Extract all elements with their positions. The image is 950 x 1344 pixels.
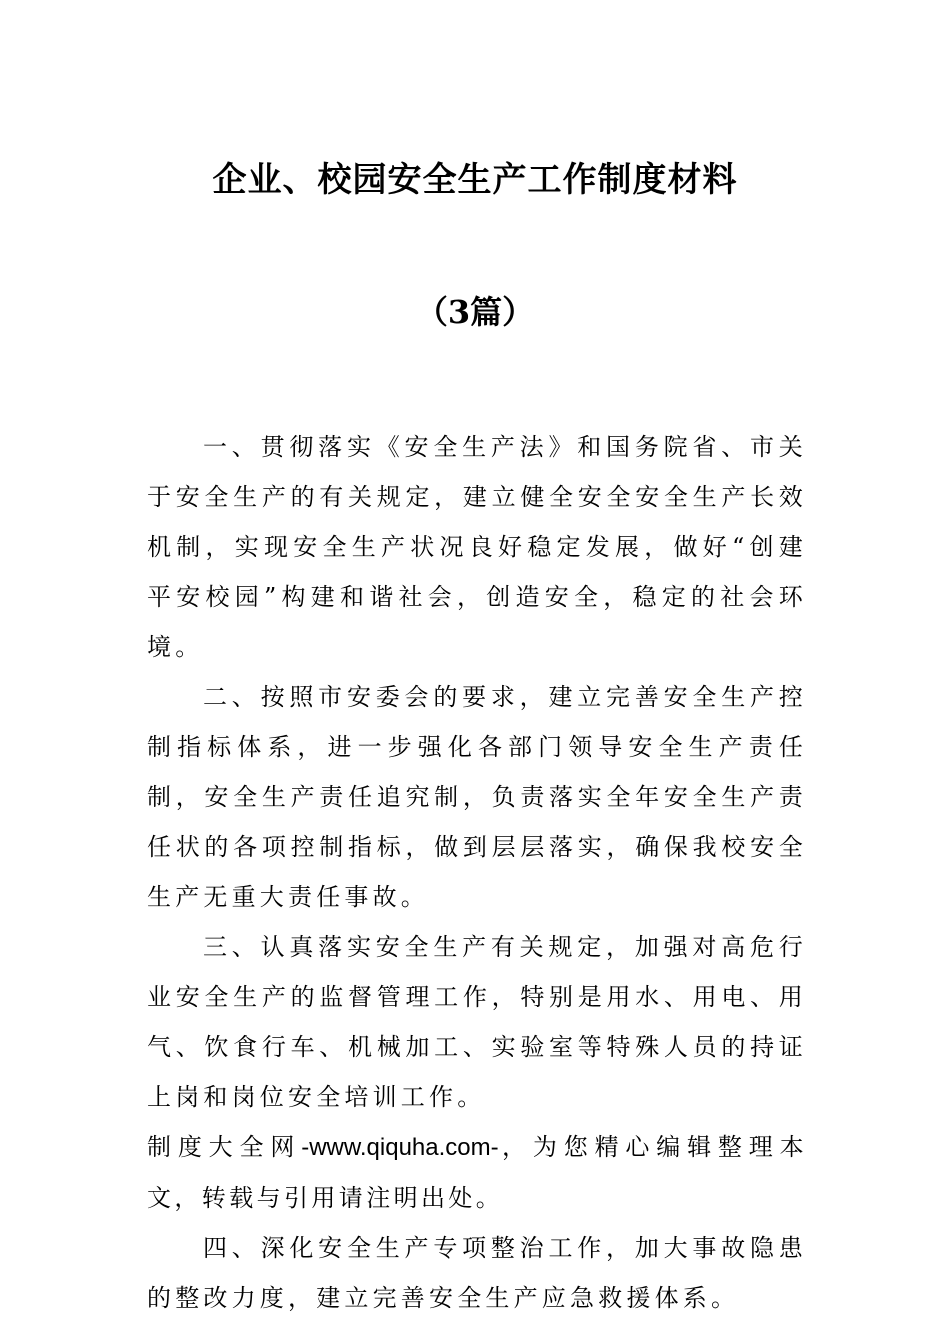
notice-suffix: ，为您精心编辑整理本文，转载与引用请注明出处。 xyxy=(147,1133,808,1212)
notice-site: -www.qiquha.com- xyxy=(301,1134,499,1161)
paragraph-3: 三、认真落实安全生产有关规定，加强对高危行业安全生产的监督管理工作，特别是用水、用电、用气、饮食行车、机械加工、实验室等特殊人员的持证上岗和岗位安全培训工作。 xyxy=(147,933,807,1111)
notice-prefix: 制度大全网 xyxy=(147,1133,302,1161)
source-notice xyxy=(147,1122,807,1223)
paragraph-4: 四、深化安全生产专项整治工作，加大事故隐患的整改力度，建立完善安全生产应急救援体系。 xyxy=(147,1234,807,1312)
paragraph-2: 二、按照市安委会的要求，建立完善安全生产控制指标体系，进一步强化各部门领导安全生产责任制，安全生产责任追究制，负责落实全年安全生产责任状的各项控制指标，做到层层落实，确保我校安全生产无重大责任事故。 xyxy=(147,683,807,911)
document-subtitle: （3篇） xyxy=(415,293,535,331)
paragraph-1: 一、贯彻落实《安全生产法》和国务院省、市关于安全生产的有关规定，建立健全安全安全生产长效机制，实现安全生产状况良好稳定发展，做好“创建平安校园”构建和谐社会，创造安全，稳定的社会环境。 xyxy=(147,433,807,661)
document-body xyxy=(147,422,807,1323)
document-title: 企业、校园安全生产工作制度材料 xyxy=(212,160,738,200)
